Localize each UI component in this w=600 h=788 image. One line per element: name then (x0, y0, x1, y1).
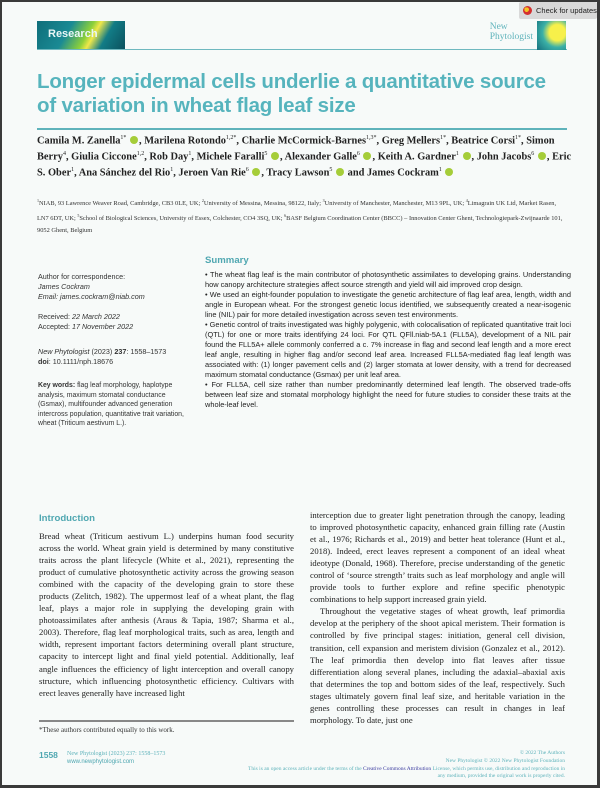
author-affiliation-marker: 1,2 (136, 150, 145, 157)
article-title: Longer epidermal cells underlie a quantitative source of variation in wheat flag leaf size (37, 70, 546, 117)
author-name: Alexander Galle (284, 151, 357, 163)
orcid-icon[interactable] (363, 152, 371, 160)
orcid-icon[interactable] (463, 152, 471, 160)
page-number: 1558 (39, 750, 58, 760)
intro-paragraph: Throughout the vegetative stages of wheat growth, leaf primordia develop at the periphery of the shoot apical meristem. Their formation is controlled by five principal stages: initiation, general cell division, transition, cell expansion and meristem division (Gonzalez et al., 2012). The leaf primordia then develop into flat leaves after tissue differentiation along several planes, including the adaxial–abaxial axis that determines the top and bottom sides of the leaf, respectively. Such stages ultimately govern final leaf size, and heritable variation in the genes controlling these processes can result in changes in leaf morphology. To date, just one (310, 606, 565, 725)
accepted-date: Accepted: 17 November 2022 (38, 322, 134, 331)
summary-text (205, 270, 571, 410)
license-text: This is an open access article under the terms of the Creative Commons Attribution License, which permits use, distribution and reproduction in any medium, provided the original work is properly cited. (248, 765, 565, 780)
journal-name (490, 22, 533, 42)
article-info-sidebar (38, 272, 193, 429)
author-affiliation-marker: 5 (329, 166, 333, 173)
author-name: Beatrice Corsi (451, 135, 516, 147)
title-divider (37, 128, 567, 130)
orcid-icon[interactable] (252, 168, 260, 176)
author-affiliation-marker: 1 (188, 150, 192, 157)
author-name: Rob Day (149, 151, 189, 163)
introduction-heading: Introduction (39, 513, 95, 524)
body-column-left (39, 530, 294, 699)
summary-bullet: • We used an eight-founder population to investigate the genetic architecture of flag leaf area, length, width and angle in European wheat. For the strongest genetic locus identified, we subsequently created a near-isogenic line (NIL) pair for more detailed investigation across seven test environments. (205, 290, 571, 319)
affiliation-number: 3 (322, 198, 325, 203)
author-affiliation-marker: 1* (120, 135, 127, 141)
author-affiliation-marker: 1 (438, 166, 442, 173)
copyright-authors: © 2022 The Authors (519, 750, 565, 756)
check-for-updates-button[interactable] (519, 2, 597, 19)
intro-paragraph: Bread wheat (Triticum aestivum L.) underpins human food security across the world. Wheat grain yield is determined by many constitutive traits across the plant lifecycle (White et al., 2021), representing the product of cumulative photosynthetic activity across the growing season combined with the capacity of the developing grain to store these products (Zelitch, 1982). The uppermost leaf of a wheat plant, the flag leaf, plays a major role in supplying the developing grain with photoassimilates after anthesis (Araus & Tapia, 1987; Sharma et al., 2003). Therefore, flag leaf morphological traits, such as area, length and width, represent important factors determining overall plant structure, capacity to intercept light and final yield potential. Additionally, leaf angle influences the efficiency of light interception and overall canopy structure, which influencing photosynthetic efficiency. Cultivars with erect leaves generally have increased light (39, 531, 294, 698)
summary-bullet: • Genetic control of traits investigated was highly polygenic, with colocalisation of replicated quantitative trait loci (QTL) for one or more traits identifying 24 loci. For QTL QFll.niab-5A.1 (FLL5A), development of a NIL pair found the FLL5A+ allele commonly conferred a c. 7% increase in flag and second leaf length and a more erect leaf angle, resulting in higher flag and/or second leaf area. Increased FLL5A-mediated flag leaf length was associated with: (1) longer pavement cells and (2) larger stomata at lower density, with a trend for decreased maximum stomatal conductance (Gsmax) per unit leaf area. (205, 320, 571, 379)
intro-paragraph: interception due to greater light penetration through the canopy, leading to improved photosynthetic capacity, enhanced grain filling rate (Austin et al., 1976; Richards et al., 2019) and better heat tolerance (Hunt et al., 2018). Indeed, erect leaves represent a component of an ideal wheat ideotype (Donald, 1968). Therefore, precise understanding of the genetic control of ‘source strength’ traits such as leaf morphology and angle will provide tools to further explore and refine specific phenotypic combinations to help support increased grain yield. (310, 510, 565, 605)
author-name: Michele Faralli (196, 151, 265, 163)
doi[interactable]: doi: 10.1111/nph.18676 (38, 357, 114, 366)
orcid-icon[interactable] (271, 152, 279, 160)
body-column-right (310, 509, 565, 726)
affiliation-text: Limagrain UK Ltd, Market Rasen, LN7 6DT, UK; (37, 200, 557, 223)
footnote-divider (39, 720, 294, 722)
article-page (2, 2, 597, 785)
author-affiliation-marker: 1 (170, 166, 174, 173)
author-affiliation-marker: 5 (264, 150, 268, 157)
author-affiliation-marker: 6 (531, 150, 535, 157)
author-affiliation-marker: 1,2* (225, 135, 237, 141)
summary-bullet: • The wheat flag leaf is the main contributor of photosynthetic assimilates to developing grains. Understanding how canopy architecture strategies affect source strength and yield will aid improved crop design. (205, 270, 571, 289)
author-affiliation-marker: 4 (62, 150, 66, 157)
copyright-block (245, 750, 565, 781)
affiliation-number: 1 (37, 198, 39, 203)
author-affiliation-marker: 6 (245, 166, 249, 173)
correspondence-name: James Cockram (38, 282, 90, 291)
journal-logo-icon (537, 21, 566, 50)
author-name: Marilena Rotondo (144, 135, 226, 147)
affiliation-number: 5 (77, 213, 80, 219)
journal-name-line1: New (489, 22, 508, 32)
citation: New Phytologist (2023) 237: 1558–1573 (38, 347, 167, 356)
footnote: *These authors contributed equally to this work. (39, 726, 175, 734)
affiliation-number: 4 (465, 198, 468, 203)
author-affiliation-marker: 1,3* (366, 135, 377, 141)
author-name: Jeroen Van Rie (178, 167, 246, 179)
section-banner (37, 21, 125, 50)
author-name: Tracy Lawson (266, 167, 330, 179)
creative-commons-link[interactable]: Creative Commons Attribution (363, 765, 432, 772)
affiliation-text: University of Manchester, Manchester, M13 9PL, UK; (324, 200, 466, 208)
author-name: Keith A. Gardner (377, 151, 456, 163)
author-name: Giulia Ciccone (71, 151, 137, 163)
affiliation-number: 6 (284, 213, 287, 219)
crossmark-icon (523, 6, 532, 15)
affiliation-number: 2 (201, 198, 204, 203)
author-name: Charlie McCormick-Barnes (241, 135, 366, 147)
affiliation-text: School of Biological Sciences, University of Essex, Colchester, CO4 3SQ, UK; (79, 215, 285, 223)
author-affiliation-marker: 1 (455, 150, 459, 157)
author-list: Camila M. Zanella$^{1*}$ , Marilena Rotondo$^{1,2*}$, Charlie McCormick-Barnes$^{1,3*}$, Greg Mellers$^{1*}$, Beatrice Corsi$^{1*}$, Simon Berry$^4$, Giulia Ciccone$^{1,2}$, Rob Day$^1$, Michele Faralli$^5$ , Alexander Galle$^6$ , Keith A. Gardner$^1$ , John Jacobs$^6$ , Eric S. Ober$^1$, Ana Sánchez del Rio$^1$, Jeroen Van Rie$^6$ , Tracy Lawson$^5$ and James Cockram$^1$ (37, 135, 572, 179)
author-name: James Cockram (366, 167, 439, 179)
author-name: Eric S. Ober (37, 151, 572, 179)
author-affiliation-marker: 1 (71, 166, 75, 173)
journal-url-link[interactable]: www.newphytologist.com (67, 759, 135, 765)
keywords: Key words: flag leaf morphology, haplotype analysis, maximum stomatal conductance (Gsmax), multifounder advanced generation intercross population, quantitative trait variation, wheat (Triticum aestivum L.). (38, 382, 184, 428)
check-for-updates-label: Check for updates (536, 6, 597, 15)
affiliation-text: NIAB, 93 Lawrence Weaver Road, Cambridge, CB3 0LE, UK; (39, 200, 202, 208)
copyright-foundation: New Phytologist © 2022 New Phytologist Foundation (445, 757, 565, 764)
affiliation-text: University of Messina, Messina, 98122, Italy; (203, 200, 323, 208)
affiliations (37, 195, 567, 237)
author-name: Greg Mellers (381, 135, 441, 147)
author-name: Ana Sánchez del Rio (78, 167, 171, 179)
author-affiliation-marker: 6 (356, 150, 360, 157)
received-date: Received: 22 March 2022 (38, 312, 120, 321)
author-name: John Jacobs (476, 151, 532, 163)
affiliation-text: BASF Belgium Coordination Center (BBCC) – Innovation Center Ghent, Technologiepark-Zwijnaarde 101, 9052 Ghent, Belgium (37, 215, 563, 235)
orcid-icon[interactable] (445, 168, 453, 176)
author-affiliation-marker: 1* (440, 135, 447, 141)
header-divider (37, 49, 567, 50)
author-name: Simon Berry (37, 135, 555, 163)
footer-citation: New Phytologist (2023) 237: 1558–1573 (67, 751, 166, 757)
author-affiliation-marker: 1* (515, 135, 522, 141)
summary-bullet: • For FLL5A, cell size rather than number predominantly determined leaf length. The observed trade-offs between leaf size and stomatal morphology highlight the need for future studies to consider these traits at the whole-leaf level. (205, 380, 571, 409)
author-name: Camila M. Zanella (37, 135, 121, 147)
orcid-icon[interactable] (130, 136, 138, 144)
correspondence-label: Author for correspondence: (38, 272, 126, 281)
correspondence-email[interactable]: Email: james.cockram@niab.com (38, 292, 145, 301)
orcid-icon[interactable] (336, 168, 344, 176)
orcid-icon[interactable] (538, 152, 546, 160)
summary-heading: Summary (205, 255, 249, 266)
section-label: Research (48, 28, 98, 40)
journal-name-line2: Phytologist (489, 32, 533, 42)
